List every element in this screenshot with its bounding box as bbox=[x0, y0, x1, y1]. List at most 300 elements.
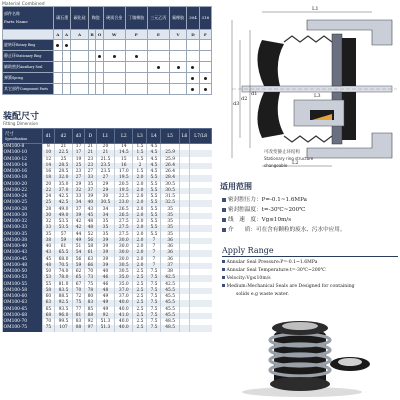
dimension-col-header: L7/L8 bbox=[190, 129, 212, 144]
dimension-cell: 37 bbox=[161, 263, 179, 269]
dimension-cell: 22.5 bbox=[54, 150, 72, 156]
dimension-col-header: L4 bbox=[147, 129, 161, 144]
dimension-cell: 5.5 bbox=[147, 194, 161, 200]
dimension-cell: 7.5 bbox=[147, 282, 161, 288]
material-code: O bbox=[96, 30, 104, 40]
dot-icon bbox=[65, 44, 68, 47]
dimension-cell bbox=[179, 325, 189, 331]
material-cell bbox=[125, 62, 147, 73]
dimension-cell: 42 bbox=[73, 219, 85, 225]
dimension-cell: 16 bbox=[115, 163, 133, 169]
dimension-cell: 2.0 bbox=[133, 188, 147, 194]
dimension-cell: 12 bbox=[43, 157, 55, 163]
dimension-cell: 23 bbox=[73, 169, 85, 175]
drawing-caption: 可改变静止环结构 Stationary ring structure changeable bbox=[264, 150, 314, 168]
dimension-cell: 5.5 bbox=[147, 188, 161, 194]
dimension-cell: 42.5 bbox=[161, 275, 179, 281]
dimension-cell: 17 bbox=[73, 150, 85, 156]
material-col-header: 丁腈橡胶 bbox=[125, 7, 147, 30]
dimension-cell: 45.5 bbox=[161, 294, 179, 300]
dimension-cell: 17.0 bbox=[115, 169, 133, 175]
material-cell bbox=[88, 84, 95, 95]
dimension-cell: 54 bbox=[73, 250, 85, 256]
dimension-cell: 58 bbox=[43, 288, 55, 294]
dimension-cell: 40.0 bbox=[115, 307, 133, 313]
model-cell: OM100-28 bbox=[3, 207, 43, 213]
dimension-cell: 36 bbox=[161, 244, 179, 250]
model-cell: OM100-16 bbox=[3, 169, 43, 175]
material-part-name: 弹簧Spring bbox=[3, 73, 54, 84]
dimension-cell: 27.5 bbox=[115, 232, 133, 238]
model-cell: OM100-63 bbox=[3, 300, 43, 306]
bullet-icon bbox=[222, 228, 226, 232]
model-cell: OM100-55 bbox=[3, 282, 43, 288]
dimension-cell: 25 bbox=[73, 163, 85, 169]
dimension-cell: 45 bbox=[84, 213, 96, 219]
dimension-cell: 1.5 bbox=[133, 144, 147, 151]
dimension-cell: 2.5 bbox=[133, 288, 147, 294]
dimension-cell: 27 bbox=[96, 175, 114, 181]
dimension-cell: 40 bbox=[96, 269, 114, 275]
dimension-cell: 5.5 bbox=[147, 232, 161, 238]
dimension-cell: 2.0 bbox=[133, 225, 147, 231]
dimension-cell: 39 bbox=[96, 250, 114, 256]
dimension-cell: 39 bbox=[84, 194, 96, 200]
dimension-cell: 49 bbox=[96, 300, 114, 306]
dimension-cell: 2.0 bbox=[133, 219, 147, 225]
table-row bbox=[3, 144, 212, 151]
material-cell bbox=[199, 40, 211, 51]
dimension-cell: 83 bbox=[84, 300, 96, 306]
dimension-cell: 60 bbox=[43, 294, 55, 300]
dimension-cell: 65 bbox=[73, 275, 85, 281]
dimension-cell: 48.5 bbox=[161, 319, 179, 325]
dimension-cell: 39 bbox=[96, 263, 114, 269]
bullet-icon bbox=[222, 218, 226, 222]
material-code: A bbox=[71, 30, 88, 40]
dimension-cell: 32.0 bbox=[54, 175, 72, 181]
material-cell bbox=[103, 62, 125, 73]
dimension-cell: 27.5 bbox=[115, 225, 133, 231]
seal-cross-section-drawing bbox=[222, 0, 400, 175]
dimension-cell: 24 bbox=[43, 194, 55, 200]
dimension-cell: 30.5 bbox=[115, 269, 133, 275]
dimension-col-header: L3 bbox=[133, 129, 147, 144]
dimension-cell: 53 bbox=[43, 275, 55, 281]
dimension-cell: 30 bbox=[96, 194, 114, 200]
dimension-cell: 14 bbox=[115, 144, 133, 151]
dimension-cell: 34 bbox=[96, 213, 114, 219]
dimension-cell: 7 bbox=[147, 257, 161, 263]
dimension-cell: 37.0 bbox=[115, 288, 133, 294]
material-code: W bbox=[103, 30, 125, 40]
material-part-name: 旋转环Rotary Ring bbox=[3, 40, 54, 51]
dimension-cell: 4.5 bbox=[147, 169, 161, 175]
dimension-cell: 88 bbox=[73, 325, 85, 331]
dimension-cell: 27 bbox=[84, 169, 96, 175]
dimension-cell: 35.0 bbox=[54, 182, 72, 188]
material-cell bbox=[125, 84, 147, 95]
dimension-cell: 29 bbox=[73, 182, 85, 188]
dimension-cell: 19.5 bbox=[115, 175, 133, 181]
bullet-icon bbox=[222, 260, 225, 263]
dimension-cell: 70 bbox=[73, 288, 85, 294]
dimension-cell: 35 bbox=[161, 219, 179, 225]
dimension-cell: 53.5 bbox=[54, 225, 72, 231]
dimension-cell: 2.0 bbox=[133, 232, 147, 238]
dimension-cell: 40.0 bbox=[115, 300, 133, 306]
material-cell bbox=[147, 84, 169, 95]
material-cell bbox=[147, 73, 169, 84]
dimension-cell: 35 bbox=[96, 232, 114, 238]
material-cell bbox=[88, 73, 95, 84]
dimension-cell: 1.5 bbox=[133, 150, 147, 156]
dimension-cell: 30.5 bbox=[161, 182, 179, 188]
dot-icon bbox=[135, 55, 138, 58]
label-d3: d3 bbox=[233, 101, 240, 107]
material-cell bbox=[169, 84, 186, 95]
material-cell bbox=[187, 84, 199, 95]
dimension-cell: 48 bbox=[84, 219, 96, 225]
material-cell bbox=[54, 40, 63, 51]
dot-icon bbox=[98, 55, 101, 58]
dimension-cell: 2.0 bbox=[133, 207, 147, 213]
dimension-cell: 28.4 bbox=[161, 175, 179, 181]
dimension-cell: 23.0 bbox=[115, 200, 133, 206]
material-cell bbox=[54, 51, 63, 62]
material-cell bbox=[147, 62, 169, 73]
dimension-cell: 5.5 bbox=[147, 213, 161, 219]
bullet-icon bbox=[222, 208, 226, 212]
dimension-cell: 33 bbox=[73, 194, 85, 200]
material-cell bbox=[199, 73, 211, 84]
dimension-cell: 35 bbox=[161, 232, 179, 238]
dimension-cell: 21 bbox=[84, 144, 96, 151]
dimension-cell bbox=[190, 144, 212, 151]
dimension-cell: 88 bbox=[84, 313, 96, 319]
dimension-cell: 2.5 bbox=[133, 269, 147, 275]
material-cell bbox=[125, 40, 147, 51]
dimension-cell: 48 bbox=[96, 288, 114, 294]
material-col-header: 316 bbox=[199, 7, 211, 30]
dimension-cell: 49 bbox=[73, 238, 85, 244]
dimension-cell: 46 bbox=[96, 275, 114, 281]
material-col-header: 304 bbox=[187, 7, 199, 30]
dimension-cell: 72 bbox=[73, 294, 85, 300]
dimension-cell: 81 bbox=[73, 313, 85, 319]
dimension-cell: 4.5 bbox=[147, 157, 161, 163]
dimension-cell: 5.5 bbox=[147, 182, 161, 188]
dimension-col-header: L6 bbox=[179, 129, 189, 144]
dimension-cell: 30.5 bbox=[115, 263, 133, 269]
dimension-cell: 49 bbox=[96, 294, 114, 300]
dimension-cell: 15 bbox=[115, 157, 133, 163]
dimension-cell: 44 bbox=[73, 232, 85, 238]
material-cell bbox=[54, 62, 63, 73]
dimension-cell: 7.5 bbox=[147, 294, 161, 300]
dimension-cell: 45 bbox=[43, 257, 55, 263]
dimension-cell: 27.5 bbox=[115, 219, 133, 225]
table-row bbox=[3, 325, 212, 331]
material-cell bbox=[169, 73, 186, 84]
dimension-cell: 27 bbox=[73, 175, 85, 181]
dimension-cell: 4.5 bbox=[147, 163, 161, 169]
material-cell bbox=[187, 51, 199, 62]
dimension-col-header: L2 bbox=[115, 129, 133, 144]
dimension-cell: 42 bbox=[73, 225, 85, 231]
model-cell: OM100-60 bbox=[3, 294, 43, 300]
dimension-cell: 38 bbox=[43, 238, 55, 244]
spec-en-medium: Medium:Mechanical Seals are Designed for containing bbox=[222, 284, 355, 289]
material-col-header: 陶瓷 bbox=[88, 7, 103, 30]
dimension-cell: 36 bbox=[161, 257, 179, 263]
model-cell: OM100-22 bbox=[3, 188, 43, 194]
material-cell bbox=[187, 73, 199, 84]
model-cell: OM100-45 bbox=[3, 257, 43, 263]
dimension-cell: 31.5 bbox=[161, 194, 179, 200]
dimension-cell: 43 bbox=[43, 250, 55, 256]
model-cell: OM100-30 bbox=[3, 213, 43, 219]
dimension-cell: 34 bbox=[96, 207, 114, 213]
material-cell bbox=[96, 40, 104, 51]
material-cell bbox=[88, 62, 95, 73]
dimension-cell: 39 bbox=[73, 213, 85, 219]
dimension-cell: 1.5 bbox=[133, 157, 147, 163]
material-cell bbox=[147, 51, 169, 62]
dimension-cell: 30.0 bbox=[115, 244, 133, 250]
dimension-cell: 4.5 bbox=[147, 150, 161, 156]
spec-en-temperature: Annular Seal Temperature:t=-30℃~200℃ bbox=[222, 268, 326, 273]
dimension-cell: 42.5 bbox=[54, 200, 72, 206]
material-cell bbox=[96, 84, 104, 95]
spec-cn-medium: 介 质：可在含有颗粒的废水、污水中应用。 bbox=[222, 225, 346, 233]
model-cell: OM100-25 bbox=[3, 200, 43, 206]
dimension-cell: 66 bbox=[84, 263, 96, 269]
model-cell: OM100-18 bbox=[3, 175, 43, 181]
dimension-cell: 96.0 bbox=[54, 313, 72, 319]
material-cell bbox=[187, 40, 199, 51]
material-code: B bbox=[88, 30, 95, 40]
application-title-en: Apply Range bbox=[222, 246, 274, 255]
material-cell bbox=[199, 51, 211, 62]
dot-icon bbox=[157, 66, 160, 69]
dimension-cell: 2.0 bbox=[133, 257, 147, 263]
material-col-header: 碳化硅 bbox=[71, 7, 88, 30]
material-cell bbox=[62, 62, 71, 73]
dimension-cell: 26.4 bbox=[161, 169, 179, 175]
dimension-cell: 7.5 bbox=[147, 288, 161, 294]
dimension-cell: 35 bbox=[96, 225, 114, 231]
dimension-cell: 75 bbox=[84, 282, 96, 288]
material-row bbox=[3, 84, 212, 95]
dimension-cell: 18 bbox=[43, 175, 55, 181]
material-cell bbox=[71, 73, 88, 84]
dimension-cell: 41.0 bbox=[115, 313, 133, 319]
dimension-cell: 2.0 bbox=[133, 263, 147, 269]
label-l1: L1 bbox=[312, 6, 319, 12]
model-cell: OM100-24 bbox=[3, 194, 43, 200]
material-cell bbox=[71, 40, 88, 51]
dot-icon bbox=[56, 44, 59, 47]
dimension-cell: 39 bbox=[96, 257, 114, 263]
dimension-cell: 5.5 bbox=[147, 175, 161, 181]
dimension-cell: 7 bbox=[147, 250, 161, 256]
model-cell: OM100-35 bbox=[3, 232, 43, 238]
material-code: F bbox=[199, 30, 211, 40]
dimension-cell: 63 bbox=[84, 257, 96, 263]
dimension-cell: 52 bbox=[84, 232, 96, 238]
dimension-table bbox=[2, 128, 212, 332]
label-l2: L2 bbox=[292, 160, 299, 166]
divider bbox=[222, 256, 398, 257]
dimension-cell: 43 bbox=[84, 207, 96, 213]
dimension-cell: 32 bbox=[73, 188, 85, 194]
dimension-cell: 48 bbox=[84, 225, 96, 231]
dimension-cell: 77 bbox=[73, 307, 85, 313]
material-code: V bbox=[169, 30, 186, 40]
dimension-cell: 42.5 bbox=[54, 194, 72, 200]
dimension-cell: 7.5 bbox=[147, 325, 161, 331]
material-cell bbox=[147, 40, 169, 51]
dimension-cell: 68.0 bbox=[54, 257, 72, 263]
dimension-cell: 38 bbox=[161, 269, 179, 275]
material-cell bbox=[54, 73, 63, 84]
dimension-cell: 22 bbox=[43, 188, 55, 194]
dimension-cell: 2.0 bbox=[133, 238, 147, 244]
dimension-cell: 35.0 bbox=[115, 275, 133, 281]
material-cell bbox=[88, 40, 95, 51]
model-cell: OM100-68 bbox=[3, 313, 43, 319]
dimension-cell: 23.5 bbox=[96, 169, 114, 175]
dimension-cell: 25 bbox=[43, 200, 55, 206]
dimension-cell: 2.0 bbox=[133, 250, 147, 256]
dimension-cell: 25.9 bbox=[161, 157, 179, 163]
dimension-cell: 81.0 bbox=[54, 282, 72, 288]
material-cell bbox=[96, 62, 104, 73]
material-col-header: 碳石墨 bbox=[54, 7, 71, 30]
material-code-label bbox=[3, 30, 54, 40]
dimension-cell: 2.0 bbox=[133, 194, 147, 200]
dot-icon bbox=[204, 77, 207, 80]
dimension-cell: 2.5 bbox=[133, 294, 147, 300]
dimension-cell: 70 bbox=[84, 269, 96, 275]
dimension-cell: 59 bbox=[73, 263, 85, 269]
dimension-cell: 36 bbox=[161, 238, 179, 244]
model-cell: OM100-75 bbox=[3, 325, 43, 331]
spec-cn-velocity: 线 速 度：Vg≤10m/s bbox=[222, 215, 291, 223]
dimension-cell: 30.0 bbox=[115, 257, 133, 263]
dimension-cell: 45.5 bbox=[161, 313, 179, 319]
dimension-col-header: D bbox=[84, 129, 96, 144]
dimension-cell: 75 bbox=[73, 300, 85, 306]
fitting-title: 装配尺寸 bbox=[3, 112, 40, 122]
dimension-cell: 39 bbox=[96, 238, 114, 244]
dimension-cell: 5.5 bbox=[147, 225, 161, 231]
dimension-cell: 5.5 bbox=[147, 200, 161, 206]
dimension-cell: 51.3 bbox=[96, 325, 114, 331]
material-cell bbox=[199, 62, 211, 73]
dimension-cell: 37 bbox=[73, 207, 85, 213]
dimension-cell: 28.5 bbox=[54, 163, 72, 169]
dimension-cell: 61 bbox=[54, 244, 72, 250]
dimension-cell: 23 bbox=[84, 163, 96, 169]
dimension-cell: 62 bbox=[73, 269, 85, 275]
dimension-cell bbox=[161, 144, 179, 151]
bullet-icon bbox=[222, 284, 225, 287]
dimension-cell: 2.5 bbox=[133, 307, 147, 313]
dimension-cell: 23.5 bbox=[96, 163, 114, 169]
dimension-col-header: L5 bbox=[161, 129, 179, 144]
dimension-cell: 29 bbox=[96, 188, 114, 194]
dot-icon bbox=[191, 66, 194, 69]
material-table bbox=[2, 6, 212, 95]
material-cell bbox=[103, 84, 125, 95]
dimension-cell: 78.0 bbox=[54, 275, 72, 281]
dimension-cell: 48 bbox=[43, 263, 55, 269]
dimension-cell: 85 bbox=[84, 307, 96, 313]
dimension-cell: 22.5 bbox=[115, 194, 133, 200]
dimension-cell: 2.5 bbox=[133, 275, 147, 281]
dimension-cell: 42.5 bbox=[161, 282, 179, 288]
material-cell bbox=[103, 40, 125, 51]
dimension-cell: 4.5 bbox=[147, 144, 161, 151]
dimension-cell: 2 bbox=[133, 163, 147, 169]
dimension-cell: 97 bbox=[84, 325, 96, 331]
dimension-rows bbox=[3, 144, 212, 332]
dimension-cell: 50 bbox=[43, 269, 55, 275]
dimension-cell: 21 bbox=[96, 150, 114, 156]
model-cell: OM100-70 bbox=[3, 319, 43, 325]
dimension-cell: 56 bbox=[84, 238, 96, 244]
spec-en-medium-cont: solids e.g waste water. bbox=[236, 292, 289, 297]
dimension-cell: 67 bbox=[73, 282, 85, 288]
dimension-cell: 40 bbox=[43, 244, 55, 250]
material-part-name: 其它部件Component Parts bbox=[3, 84, 54, 95]
dimension-cell: 57 bbox=[54, 232, 72, 238]
dimension-cell: 58 bbox=[84, 244, 96, 250]
dimension-cell: 14.5 bbox=[115, 150, 133, 156]
dimension-model-header: 尺寸 Specification bbox=[3, 129, 43, 144]
dimension-cell: 2.5 bbox=[133, 319, 147, 325]
dimension-cell: 2.0 bbox=[133, 213, 147, 219]
dimension-cell: 73 bbox=[84, 275, 96, 281]
dimension-cell: 45.5 bbox=[161, 307, 179, 313]
dimension-cell: 2.0 bbox=[133, 182, 147, 188]
material-cell bbox=[96, 51, 104, 62]
dimension-cell: 2.0 bbox=[133, 244, 147, 250]
dimension-cell: 2.5 bbox=[133, 300, 147, 306]
dimension-cell: 14 bbox=[43, 163, 55, 169]
material-cell bbox=[125, 51, 147, 62]
label-d2: d2 bbox=[241, 96, 248, 102]
dimension-cell: 48.5 bbox=[161, 325, 179, 331]
dimension-cell: 83.5 bbox=[54, 288, 72, 294]
dimension-cell: 88.5 bbox=[54, 294, 72, 300]
model-cell: OM100-12 bbox=[3, 157, 43, 163]
model-cell: OM100-48 bbox=[3, 263, 43, 269]
dimension-col-header: L1 bbox=[96, 129, 114, 144]
material-col-header: 氟橡胶 bbox=[169, 7, 186, 30]
dimension-cell: 32.5 bbox=[161, 200, 179, 206]
model-cell: OM100-50 bbox=[3, 269, 43, 275]
material-cell bbox=[103, 51, 125, 62]
dot-icon bbox=[191, 88, 194, 91]
material-code: E bbox=[147, 30, 169, 40]
dimension-cell: 49.0 bbox=[54, 213, 72, 219]
dimension-cell: 51 bbox=[73, 244, 85, 250]
dimension-cell: 21 bbox=[84, 150, 96, 156]
dimension-cell: 37.0 bbox=[115, 294, 133, 300]
